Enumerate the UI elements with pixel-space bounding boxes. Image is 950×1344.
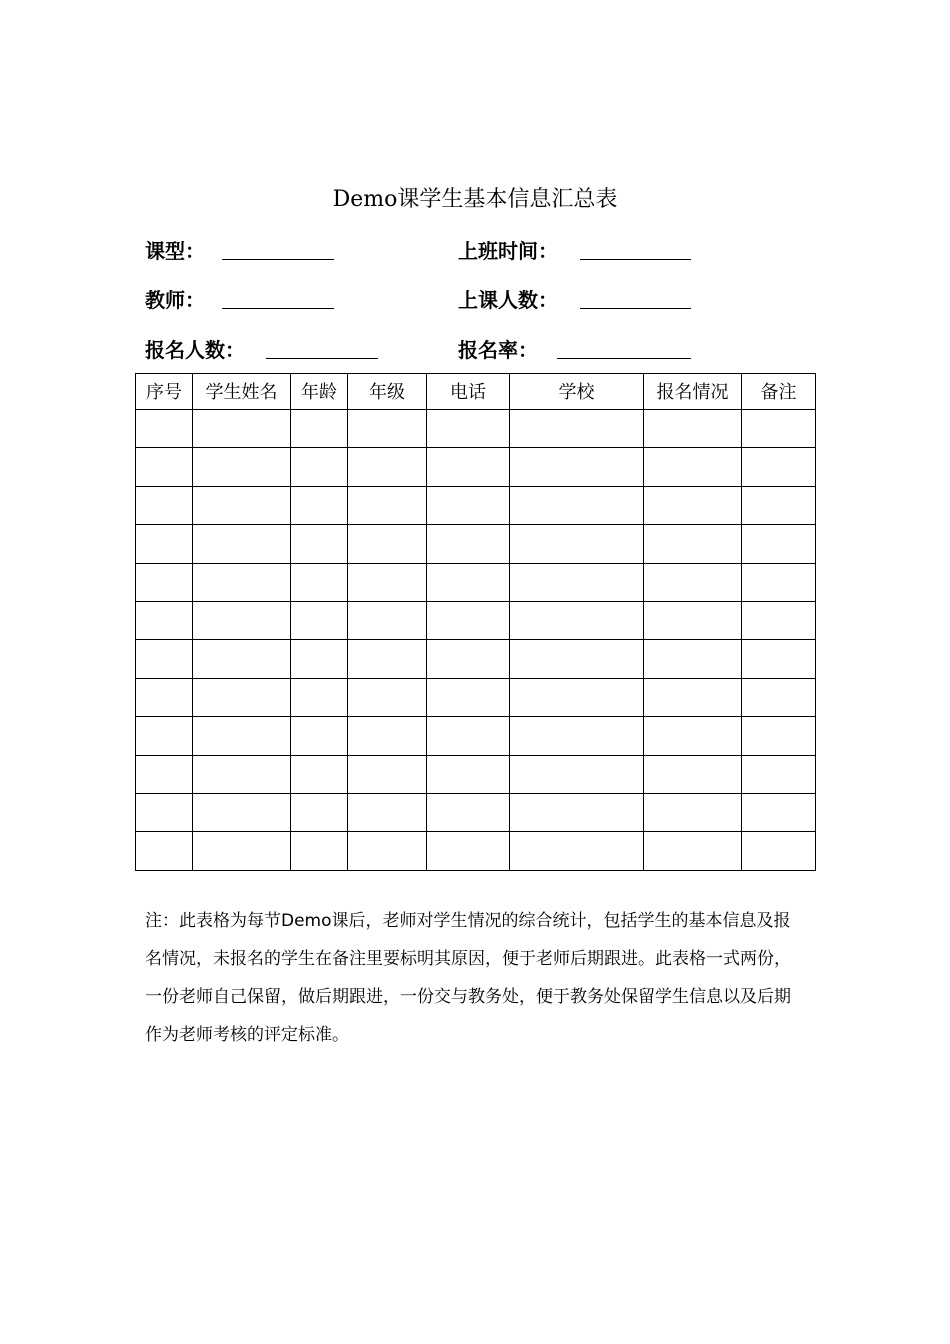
enroll-rate-label: 报名率： <box>458 338 538 362</box>
table-row <box>136 448 816 486</box>
table-cell[interactable] <box>348 448 427 486</box>
table-cell[interactable] <box>193 448 291 486</box>
table-cell[interactable] <box>291 755 348 793</box>
table-cell[interactable] <box>136 563 193 601</box>
table-cell[interactable] <box>510 410 644 448</box>
table-cell[interactable] <box>136 832 193 870</box>
table-cell[interactable] <box>193 525 291 563</box>
table-row <box>136 755 816 793</box>
table-row <box>136 410 816 448</box>
table-cell[interactable] <box>291 448 348 486</box>
column-header-school: 学校 <box>510 374 644 410</box>
table-cell[interactable] <box>742 793 816 831</box>
table-cell[interactable] <box>644 640 742 678</box>
table-cell[interactable] <box>510 793 644 831</box>
table-cell[interactable] <box>510 525 644 563</box>
table-cell[interactable] <box>510 563 644 601</box>
table-cell[interactable] <box>136 525 193 563</box>
table-cell[interactable] <box>644 525 742 563</box>
table-cell[interactable] <box>291 793 348 831</box>
table-cell[interactable] <box>427 678 510 716</box>
table-cell[interactable] <box>644 832 742 870</box>
table-cell[interactable] <box>742 717 816 755</box>
column-header-grade: 年级 <box>348 374 427 410</box>
table-cell[interactable] <box>427 832 510 870</box>
table-row <box>136 486 816 524</box>
class-time-blank[interactable] <box>580 259 691 260</box>
table-cell[interactable] <box>427 717 510 755</box>
table-cell[interactable] <box>291 717 348 755</box>
table-cell[interactable] <box>742 755 816 793</box>
table-cell[interactable] <box>136 755 193 793</box>
table-cell[interactable] <box>644 717 742 755</box>
teacher-label: 教师： <box>145 288 205 312</box>
table-cell[interactable] <box>510 486 644 524</box>
table-cell[interactable] <box>510 717 644 755</box>
table-cell[interactable] <box>348 678 427 716</box>
table-cell[interactable] <box>193 563 291 601</box>
document-title: Demo课学生基本信息汇总表 <box>332 187 618 212</box>
table-row <box>136 601 816 639</box>
column-header-enrollment-status: 报名情况 <box>644 374 742 410</box>
table-cell[interactable] <box>427 640 510 678</box>
table-cell[interactable] <box>193 755 291 793</box>
table-cell[interactable] <box>742 640 816 678</box>
table-cell[interactable] <box>136 410 193 448</box>
table-cell[interactable] <box>427 755 510 793</box>
table-cell[interactable] <box>291 601 348 639</box>
enroll-rate-blank[interactable] <box>557 358 691 359</box>
table-cell[interactable] <box>644 448 742 486</box>
column-header-student-name: 学生姓名 <box>193 374 291 410</box>
table-cell[interactable] <box>742 678 816 716</box>
table-cell[interactable] <box>427 601 510 639</box>
table-cell[interactable] <box>427 563 510 601</box>
table-cell[interactable] <box>348 525 427 563</box>
table-cell[interactable] <box>742 563 816 601</box>
table-cell[interactable] <box>644 755 742 793</box>
table-row <box>136 832 816 870</box>
table-cell[interactable] <box>291 563 348 601</box>
table-cell[interactable] <box>742 486 816 524</box>
column-header-age: 年龄 <box>291 374 348 410</box>
table-cell[interactable] <box>742 601 816 639</box>
table-row <box>136 678 816 716</box>
table-cell[interactable] <box>193 410 291 448</box>
enrolled-count-blank[interactable] <box>266 358 378 359</box>
table-cell[interactable] <box>644 410 742 448</box>
table-cell[interactable] <box>348 640 427 678</box>
column-header-remarks: 备注 <box>742 374 816 410</box>
table-row <box>136 717 816 755</box>
table-cell[interactable] <box>193 678 291 716</box>
table-cell[interactable] <box>136 793 193 831</box>
table-cell[interactable] <box>136 486 193 524</box>
enrolled-count-label: 报名人数： <box>145 338 245 362</box>
table-row <box>136 563 816 601</box>
table-cell[interactable] <box>193 832 291 870</box>
table-cell[interactable] <box>291 832 348 870</box>
footnote: 注：此表格为每节Demo课后，老师对学生情况的综合统计，包括学生的基本信息及报名情况，未报名的学生在备注里要标明其原因，便于老师后期跟进。此表格一式两份，一份老师自己保留，做后期跟进，一份交与教务处，便于教务处保留学生信息以及后期作为老师考核的评定标准。 <box>145 911 791 1045</box>
table-cell[interactable] <box>291 486 348 524</box>
attendance-label: 上课人数： <box>458 288 558 312</box>
attendance-blank[interactable] <box>580 308 691 309</box>
table-cell[interactable] <box>136 601 193 639</box>
table-cell[interactable] <box>644 793 742 831</box>
table-cell[interactable] <box>348 486 427 524</box>
table-cell[interactable] <box>348 793 427 831</box>
table-cell[interactable] <box>510 678 644 716</box>
course-type-label: 课型： <box>145 239 205 263</box>
table-body <box>136 410 816 871</box>
table-cell[interactable] <box>510 448 644 486</box>
table-cell[interactable] <box>427 525 510 563</box>
table-row <box>136 640 816 678</box>
table-cell[interactable] <box>348 755 427 793</box>
table-cell[interactable] <box>291 410 348 448</box>
table-cell[interactable] <box>427 410 510 448</box>
course-type-blank[interactable] <box>222 259 334 260</box>
table-cell[interactable] <box>742 525 816 563</box>
table-cell[interactable] <box>644 601 742 639</box>
table-cell[interactable] <box>510 601 644 639</box>
table-row <box>136 793 816 831</box>
table-cell[interactable] <box>427 793 510 831</box>
table-cell[interactable] <box>291 678 348 716</box>
table-cell[interactable] <box>644 486 742 524</box>
table-cell[interactable] <box>193 601 291 639</box>
column-header-phone: 电话 <box>427 374 510 410</box>
table-cell[interactable] <box>427 448 510 486</box>
table-cell[interactable] <box>742 410 816 448</box>
table-cell[interactable] <box>193 640 291 678</box>
table-cell[interactable] <box>742 832 816 870</box>
table-cell[interactable] <box>136 678 193 716</box>
table-cell[interactable] <box>348 717 427 755</box>
table-cell[interactable] <box>348 410 427 448</box>
table-cell[interactable] <box>348 832 427 870</box>
student-info-table <box>135 373 816 871</box>
table-cell[interactable] <box>193 793 291 831</box>
table-cell[interactable] <box>348 601 427 639</box>
table-cell[interactable] <box>644 563 742 601</box>
teacher-blank[interactable] <box>222 308 334 309</box>
table-cell[interactable] <box>644 678 742 716</box>
table-cell[interactable] <box>193 486 291 524</box>
table-cell[interactable] <box>136 448 193 486</box>
table-cell[interactable] <box>193 717 291 755</box>
table-cell[interactable] <box>291 525 348 563</box>
class-time-label: 上班时间： <box>458 239 558 263</box>
table-cell[interactable] <box>510 755 644 793</box>
column-header-index: 序号 <box>136 374 193 410</box>
table-cell[interactable] <box>510 640 644 678</box>
table-cell[interactable] <box>510 832 644 870</box>
table-cell[interactable] <box>427 486 510 524</box>
table-cell[interactable] <box>742 448 816 486</box>
table-header-row <box>136 374 816 410</box>
table-row <box>136 525 816 563</box>
table-cell[interactable] <box>136 640 193 678</box>
table-cell[interactable] <box>291 640 348 678</box>
table-cell[interactable] <box>136 717 193 755</box>
table-cell[interactable] <box>348 563 427 601</box>
